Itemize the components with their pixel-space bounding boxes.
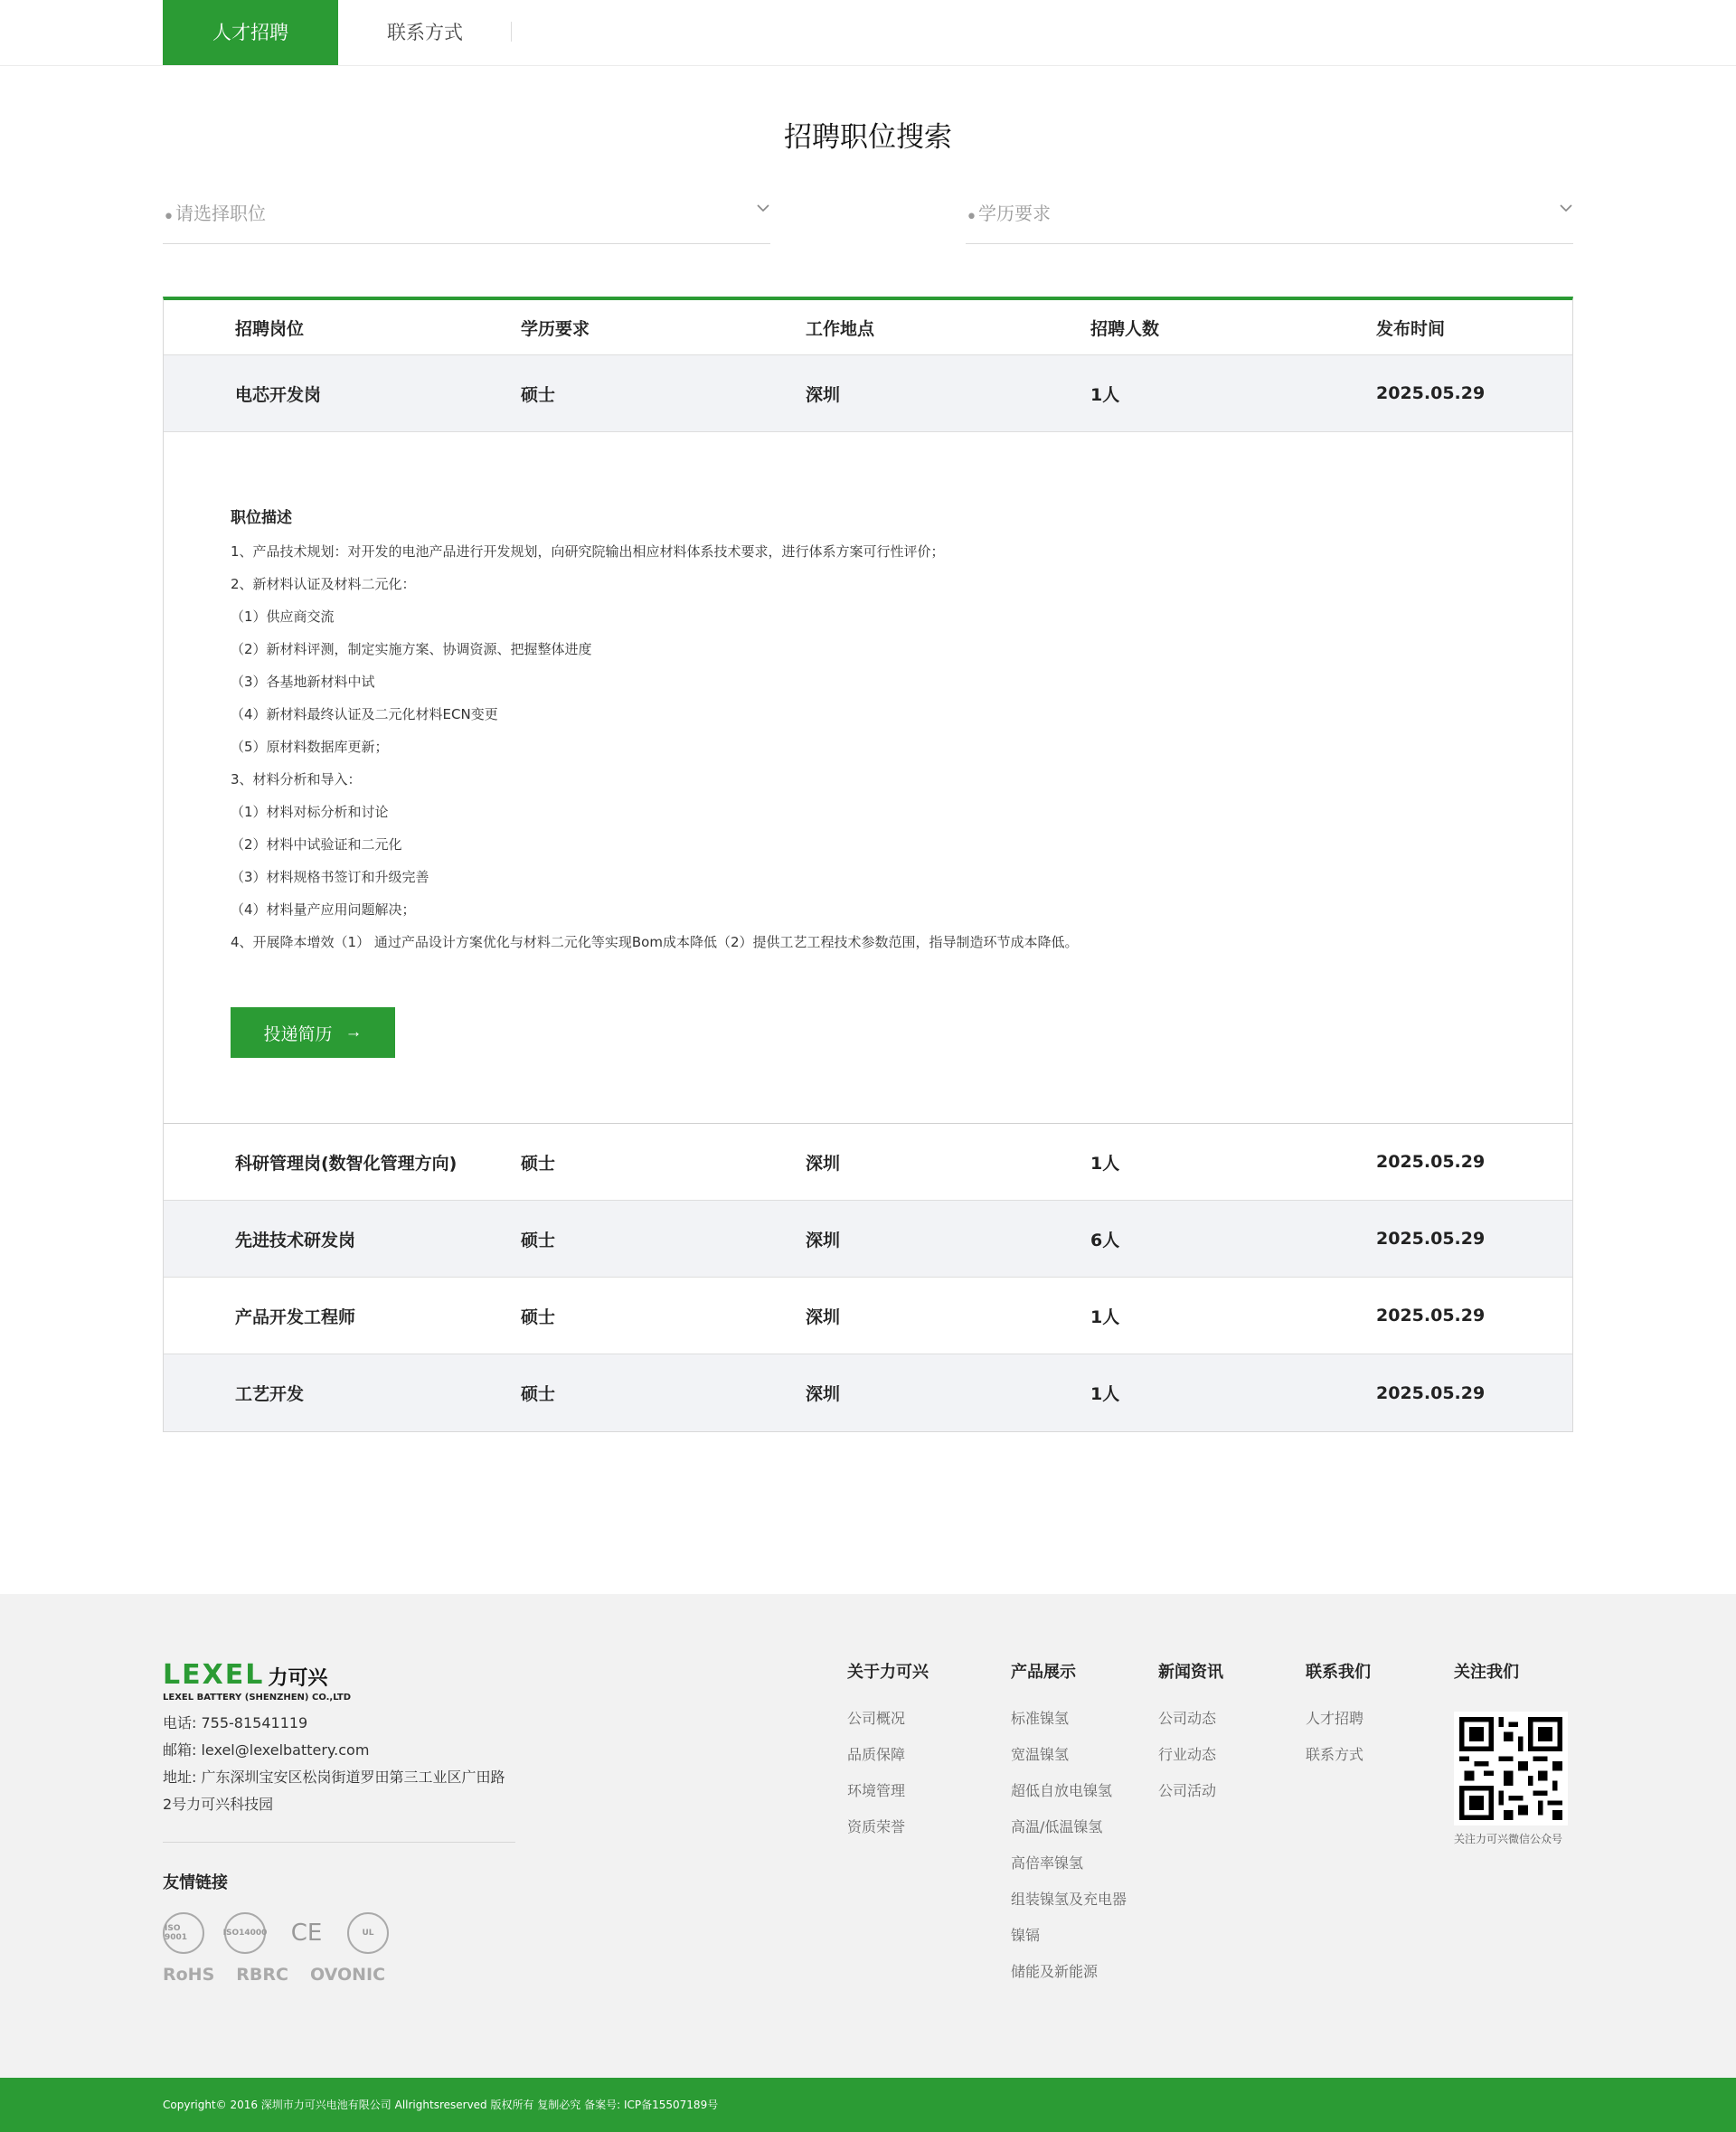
job-location: 深圳 <box>806 1307 841 1327</box>
table-header-row <box>164 300 1572 355</box>
logo-text-cn: 力可兴 <box>268 1667 328 1690</box>
job-table <box>163 297 1573 1432</box>
education-select[interactable] <box>966 190 1573 244</box>
rohs-logo[interactable]: RoHS <box>163 1965 215 1985</box>
ce-badge[interactable]: CE <box>290 1920 323 1947</box>
footer-divider <box>163 1842 515 1843</box>
footer-link[interactable]: 高倍率镍氢 <box>1011 1854 1084 1872</box>
description-line: 4、开展降本增效（1） 通过产品设计方案优化与材料二元化等实现Bom成本降低（2）提供工艺工程技术参数范围，指导制造环节成本降低。 <box>231 934 1079 950</box>
header-count: 招聘人数 <box>1090 318 1160 339</box>
job-title: 先进技术研发岗 <box>235 1230 356 1250</box>
footer-link[interactable]: 联系方式 <box>1306 1746 1364 1763</box>
footer <box>0 1594 1736 2078</box>
company-logo[interactable] <box>163 1659 351 1703</box>
ul-badge[interactable]: UL <box>347 1912 389 1954</box>
bullet-dot: • <box>966 206 977 229</box>
chevron-down-icon <box>756 201 770 215</box>
wechat-qr-code <box>1454 1712 1568 1825</box>
copyright-text: Copyright© 2016 深圳市力可兴电池有限公司 Allrightsreserved 版权所有 复制必究 备案号: ICP备15507189号 <box>163 2099 719 2111</box>
arrow-right-icon: → <box>344 1023 363 1042</box>
top-tab-bar <box>0 0 1736 66</box>
job-count: 1人 <box>1090 1384 1120 1404</box>
table-row[interactable] <box>164 355 1572 432</box>
footer-link[interactable]: 公司概况 <box>847 1710 906 1727</box>
footer-col-title: 产品展示 <box>1011 1663 1076 1682</box>
logo-text-en: LEXEL <box>163 1659 265 1691</box>
job-location: 深圳 <box>806 384 841 405</box>
job-description <box>231 535 1078 958</box>
job-title: 电芯开发岗 <box>235 384 322 405</box>
iso9001-badge[interactable]: ISO 9001 <box>163 1912 204 1954</box>
job-education: 硕士 <box>521 1307 556 1327</box>
header-date: 发布时间 <box>1376 318 1446 339</box>
footer-col-products <box>1011 1659 1127 1999</box>
table-row[interactable] <box>164 1354 1572 1431</box>
job-date: 2025.05.29 <box>1376 1306 1486 1325</box>
job-education: 硕士 <box>521 1384 556 1404</box>
contact-email: 邮箱: lexel@lexelbattery.com <box>163 1741 370 1759</box>
footer-link[interactable]: 组装镍氢及充电器 <box>1011 1891 1127 1908</box>
job-title: 科研管理岗(数智化管理方向) <box>235 1153 458 1174</box>
footer-link[interactable]: 标准镍氢 <box>1011 1710 1070 1727</box>
job-title: 工艺开发 <box>235 1384 305 1404</box>
job-count: 6人 <box>1090 1230 1120 1250</box>
footer-link[interactable]: 镍镉 <box>1011 1927 1041 1944</box>
job-count: 1人 <box>1090 1153 1120 1174</box>
job-count: 1人 <box>1090 1307 1120 1327</box>
tab-divider <box>511 22 512 42</box>
footer-link[interactable]: 人才招聘 <box>1306 1710 1364 1727</box>
header-position: 招聘岗位 <box>235 318 305 339</box>
chevron-down-icon <box>1559 201 1573 215</box>
description-line: （2）新材料评测，制定实施方案、协调资源、把握整体进度 <box>231 641 592 657</box>
table-row[interactable] <box>164 1201 1572 1278</box>
footer-link[interactable]: 行业动态 <box>1158 1746 1217 1763</box>
iso14000-badge[interactable]: ISO14000 <box>224 1912 266 1954</box>
tab-recruitment[interactable]: 人才招聘 <box>163 0 338 65</box>
job-location: 深圳 <box>806 1384 841 1404</box>
footer-col-title: 新闻资讯 <box>1158 1663 1223 1682</box>
description-line: （2）材料中试验证和二元化 <box>231 836 402 853</box>
education-select-placeholder: 学历要求 <box>978 203 1051 224</box>
description-line: （5）原材料数据库更新； <box>231 739 389 755</box>
job-date: 2025.05.29 <box>1376 383 1486 403</box>
header-location: 工作地点 <box>806 318 875 339</box>
footer-col-title: 关于力可兴 <box>847 1663 929 1682</box>
footer-link[interactable]: 超低自放电镍氢 <box>1011 1782 1113 1799</box>
follow-us <box>1454 1659 1568 1846</box>
job-date: 2025.05.29 <box>1376 1152 1486 1172</box>
description-line: 1、产品技术规划：对开发的电池产品进行开发规划，向研究院输出相应材料体系技术要求，进行体系方案可行性评价； <box>231 543 945 560</box>
header-education: 学历要求 <box>521 318 590 339</box>
page-title: 招聘职位搜索 <box>784 121 952 154</box>
friendly-links-title: 友情链接 <box>163 1873 228 1892</box>
contact-info <box>163 1710 505 1818</box>
footer-link[interactable]: 高温/低温镍氢 <box>1011 1818 1103 1835</box>
contact-address: 地址: 广东深圳宝安区松岗街道罗田第三工业区广田路 <box>163 1769 505 1786</box>
table-row[interactable] <box>164 1124 1572 1201</box>
table-row[interactable] <box>164 1278 1572 1354</box>
footer-col-about <box>847 1659 929 1854</box>
job-date: 2025.05.29 <box>1376 1229 1486 1249</box>
description-line: （4）新材料最终认证及二元化材料ECN变更 <box>231 706 498 722</box>
footer-link[interactable]: 公司动态 <box>1158 1710 1217 1727</box>
job-count: 1人 <box>1090 384 1120 405</box>
job-title: 产品开发工程师 <box>235 1307 356 1327</box>
logo-subtitle: LEXEL BATTERY (SHENZHEN) CO.,LTD <box>163 1693 352 1703</box>
submit-resume-label: 投递简历 <box>263 1024 333 1044</box>
contact-address-cont: 2号力可兴科技园 <box>163 1796 274 1813</box>
certification-badges <box>163 1912 389 1954</box>
job-date: 2025.05.29 <box>1376 1382 1486 1403</box>
footer-link[interactable]: 公司活动 <box>1158 1782 1217 1799</box>
description-line: （1）材料对标分析和讨论 <box>231 804 389 820</box>
footer-link[interactable]: 资质荣誉 <box>847 1818 906 1835</box>
job-detail-panel <box>164 432 1572 1124</box>
job-location: 深圳 <box>806 1153 841 1174</box>
qr-caption: 关注力可兴微信公众号 <box>1454 1833 1563 1845</box>
job-description-heading: 职位描述 <box>231 509 292 527</box>
submit-resume-button[interactable] <box>231 1007 395 1058</box>
footer-link[interactable]: 品质保障 <box>847 1746 906 1763</box>
bullet-dot: • <box>163 206 175 229</box>
job-education: 硕士 <box>521 1230 556 1250</box>
contact-phone: 电话: 755-81541119 <box>163 1714 308 1731</box>
job-location: 深圳 <box>806 1230 841 1250</box>
footer-col-news <box>1158 1659 1223 1818</box>
tab-contact[interactable]: 联系方式 <box>387 22 463 43</box>
certification-logos <box>163 1965 385 1985</box>
description-line: 3、材料分析和导入： <box>231 771 362 788</box>
ovonic-logo[interactable]: OVONIC <box>309 1965 386 1985</box>
footer-col-contact <box>1306 1659 1371 1782</box>
description-line: （1）供应商交流 <box>231 608 335 625</box>
position-select[interactable] <box>163 190 770 244</box>
description-line: 2、新材料认证及材料二元化： <box>231 576 416 592</box>
description-line: （4）材料量产应用问题解决； <box>231 901 416 918</box>
rbrc-logo[interactable]: RBRC <box>236 1965 288 1985</box>
footer-link[interactable]: 环境管理 <box>847 1782 906 1799</box>
follow-us-title: 关注我们 <box>1454 1663 1519 1682</box>
footer-col-title: 联系我们 <box>1306 1663 1371 1682</box>
job-education: 硕士 <box>521 384 556 405</box>
position-select-placeholder: 请选择职位 <box>175 203 266 224</box>
footer-link[interactable]: 宽温镍氢 <box>1011 1746 1070 1763</box>
description-line: （3）各基地新材料中试 <box>231 674 375 690</box>
footer-link[interactable]: 储能及新能源 <box>1011 1963 1099 1980</box>
job-education: 硕士 <box>521 1153 556 1174</box>
description-line: （3）材料规格书签订和升级完善 <box>231 869 429 885</box>
copyright-bar <box>0 2078 1736 2132</box>
